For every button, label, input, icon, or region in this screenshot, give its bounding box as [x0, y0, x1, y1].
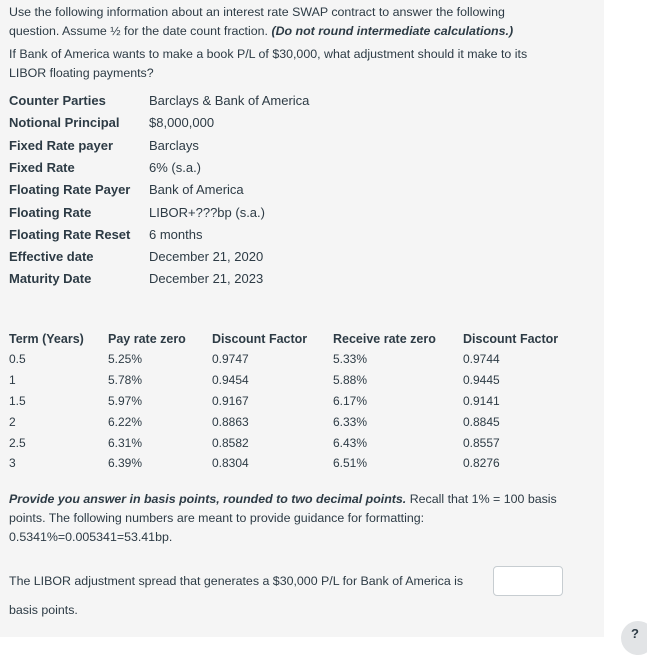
column-header: Discount Factor: [463, 332, 559, 346]
answer-prompt: The LIBOR adjustment spread that generates a $30,000 P/L for Bank of America is: [9, 574, 464, 588]
contract-value: Barclays & Bank of America: [149, 93, 310, 108]
column-header: Discount Factor: [212, 332, 308, 346]
table-cell: 0.8582: [212, 435, 249, 450]
instructions-text: [9, 490, 557, 547]
table-cell: 6.39%: [108, 456, 143, 471]
contract-value: $8,000,000: [149, 115, 215, 131]
column-header: Pay rate zero: [108, 332, 186, 346]
table-cell: 5.33%: [333, 352, 368, 367]
table-cell: 2: [9, 414, 16, 429]
contract-value: Bank of America: [149, 182, 244, 198]
column-header: Receive rate zero: [333, 332, 436, 346]
contract-key: Floating Rate: [9, 204, 92, 220]
table-cell: 6.51%: [333, 456, 368, 471]
table-row: [9, 411, 571, 432]
table-cell: 5.25%: [108, 352, 143, 367]
intro-text: [9, 3, 513, 41]
table-cell: 1.5: [9, 393, 26, 408]
contract-value: December 21, 2020: [149, 249, 264, 265]
contract-key: Effective date: [9, 249, 94, 265]
table-cell: 0.8863: [212, 414, 249, 429]
table-cell: 0.8304: [212, 456, 249, 471]
table-cell: 0.8845: [463, 414, 500, 429]
table-cell: 1: [9, 373, 16, 388]
table-cell: 3: [9, 456, 16, 471]
table-row: [9, 349, 571, 370]
contract-value: 6 months: [149, 226, 203, 242]
instructions-plain: Recall that 1% = 100 basis: [406, 492, 557, 506]
rates-table: [9, 329, 571, 474]
table-cell: 0.5: [9, 352, 26, 367]
contract-value: Barclays: [149, 137, 199, 153]
contract-key: Fixed Rate: [9, 159, 75, 175]
table-cell: 6.31%: [108, 435, 143, 450]
contract-key: Notional Principal: [9, 115, 120, 131]
table-cell: 0.9167: [212, 393, 249, 408]
contract-key: Maturity Date: [9, 271, 92, 287]
answer-input[interactable]: [493, 566, 563, 596]
intro-line-2: [9, 22, 513, 41]
table-cell: 6.43%: [333, 435, 368, 450]
table-row: [9, 391, 571, 412]
table-cell: 2.5: [9, 435, 26, 450]
help-button[interactable]: ?: [621, 621, 647, 655]
table-cell: 5.88%: [333, 373, 368, 388]
table-cell: 0.8276: [463, 456, 500, 471]
instructions-line-1: [9, 490, 557, 509]
table-cell: 0.9445: [463, 373, 500, 388]
table-cell: 0.9747: [212, 352, 249, 367]
table-cell: 0.9141: [463, 393, 500, 408]
table-cell: 0.9744: [463, 352, 500, 367]
intro-line-2-plain: question. Assume ½ for the date count fraction.: [9, 24, 272, 38]
question-line-1: If Bank of America wants to make a book P/L of $30,000, what adjustment should it make to its: [9, 47, 528, 61]
intro-line-2-bold: (Do not round intermediate calculations.): [271, 24, 514, 38]
table-header-row: [9, 329, 571, 349]
contract-key: Floating Rate Payer: [9, 182, 131, 198]
table-row: [9, 432, 571, 453]
table-cell: 6.33%: [333, 414, 368, 429]
contract-value: December 21, 2023: [149, 271, 264, 287]
question-text: [9, 45, 527, 83]
contract-key: Floating Rate Reset: [9, 226, 131, 242]
answer-suffix: basis points.: [9, 603, 78, 617]
table-cell: 6.22%: [108, 414, 143, 429]
table-cell: 0.9454: [212, 373, 249, 388]
contract-value: 6% (s.a.): [149, 159, 202, 175]
question-line-2: LIBOR floating payments?: [9, 66, 154, 80]
table-row: [9, 370, 571, 391]
table-row: [9, 453, 571, 474]
table-cell: 5.78%: [108, 373, 143, 388]
table-cell: 5.97%: [108, 393, 143, 408]
intro-line-1: Use the following information about an interest rate SWAP contract to answer the following: [9, 5, 505, 19]
contract-value: LIBOR+???bp (s.a.): [149, 204, 265, 220]
table-cell: 6.17%: [333, 393, 368, 408]
column-header: Term (Years): [9, 332, 84, 346]
instructions-bold: Provide you answer in basis points, rounded to two decimal points.: [9, 492, 407, 506]
table-cell: 0.8557: [463, 435, 500, 450]
contract-key: Counter Parties: [9, 93, 106, 108]
instructions-line-3: 0.5341%=0.005341=53.41bp.: [9, 530, 173, 544]
contract-key: Fixed Rate payer: [9, 137, 114, 153]
instructions-line-2: points. The following numbers are meant to provide guidance for formatting:: [9, 511, 425, 525]
